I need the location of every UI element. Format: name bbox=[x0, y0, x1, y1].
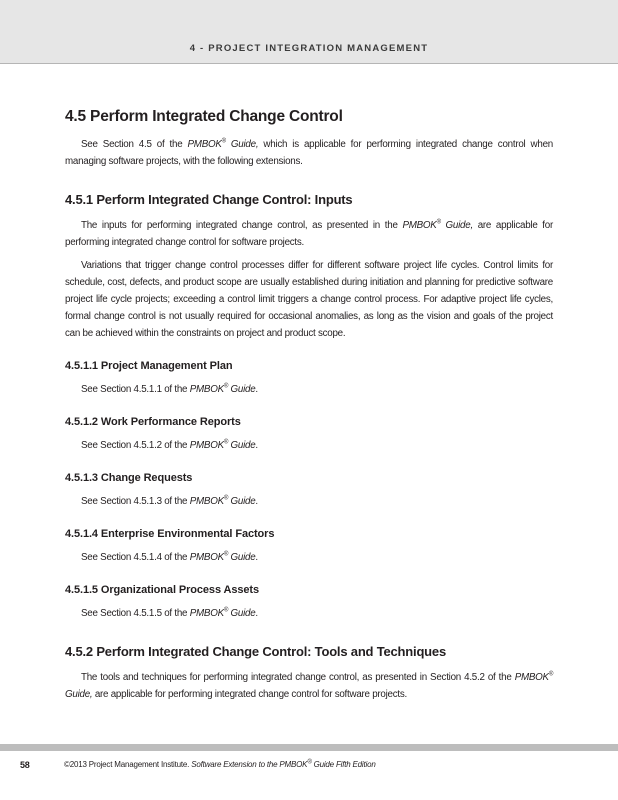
running-head: 4 - PROJECT INTEGRATION MANAGEMENT bbox=[189, 43, 429, 54]
input-heading-change-requests: 4.5.1.3 Change Requests bbox=[65, 472, 193, 484]
input-heading-work-performance-reports: 4.5.1.2 Work Performance Reports bbox=[65, 416, 241, 428]
input-reference-organizational-process-assets: See Section 4.5.1.5 of the PMBOK® Guide. bbox=[81, 607, 258, 619]
tools-heading: 4.5.2 Perform Integrated Change Control: Tools and Techniques bbox=[65, 644, 446, 659]
page-body bbox=[65, 108, 553, 703]
input-reference-work-performance-reports: See Section 4.5.1.2 of the PMBOK® Guide. bbox=[81, 439, 258, 451]
inputs-heading: 4.5.1 Perform Integrated Change Control: Inputs bbox=[65, 192, 353, 207]
section-title: 4.5 Perform Integrated Change Control bbox=[65, 108, 343, 125]
header-band bbox=[0, 0, 618, 64]
input-heading-organizational-process-assets: 4.5.1.5 Organizational Process Assets bbox=[65, 584, 259, 596]
page-number: 58 bbox=[20, 760, 30, 770]
input-heading-enterprise-environmental-factors: 4.5.1.4 Enterprise Environmental Factors bbox=[65, 528, 275, 540]
tools-paragraph: The tools and techniques for performing integrated change control, as presented in Section 4.5.2 of the PMBOK® Guide, are applicable for performing integrated change control for software projects. bbox=[65, 671, 553, 700]
input-reference-change-requests: See Section 4.5.1.3 of the PMBOK® Guide. bbox=[81, 495, 258, 507]
copyright-line: ©2013 Project Management Institute. Software Extension to the PMBOK® Guide Fifth Edition bbox=[64, 759, 376, 769]
section-intro-paragraph: See Section 4.5 of the PMBOK® Guide, which is applicable for performing integrated change control when managing software projects, with the following extensions. bbox=[65, 138, 553, 167]
inputs-paragraph-2: Variations that trigger change control processes differ for different software project life cycles. Control limits for schedule, cost, defects, and product scope are usually established during initiation and planning for predictive software project life cycle projects; exceeding a control limit triggers a change control process. For adaptive project life cycles, formal change control is not usually required for occasional anomalies, as long as the vision and goals of the project can be achieved within the constraints on project and product scope. bbox=[65, 260, 553, 339]
input-reference-project-management-plan: See Section 4.5.1.1 of the PMBOK® Guide. bbox=[81, 383, 258, 395]
inputs-paragraph-1: The inputs for performing integrated change control, as presented in the PMBOK® Guide, are applicable for performing integrated change control for software projects. bbox=[65, 219, 553, 248]
input-reference-enterprise-environmental-factors: See Section 4.5.1.4 of the PMBOK® Guide. bbox=[81, 551, 258, 563]
input-heading-project-management-plan: 4.5.1.1 Project Management Plan bbox=[65, 360, 233, 372]
footer-rule bbox=[0, 744, 618, 751]
